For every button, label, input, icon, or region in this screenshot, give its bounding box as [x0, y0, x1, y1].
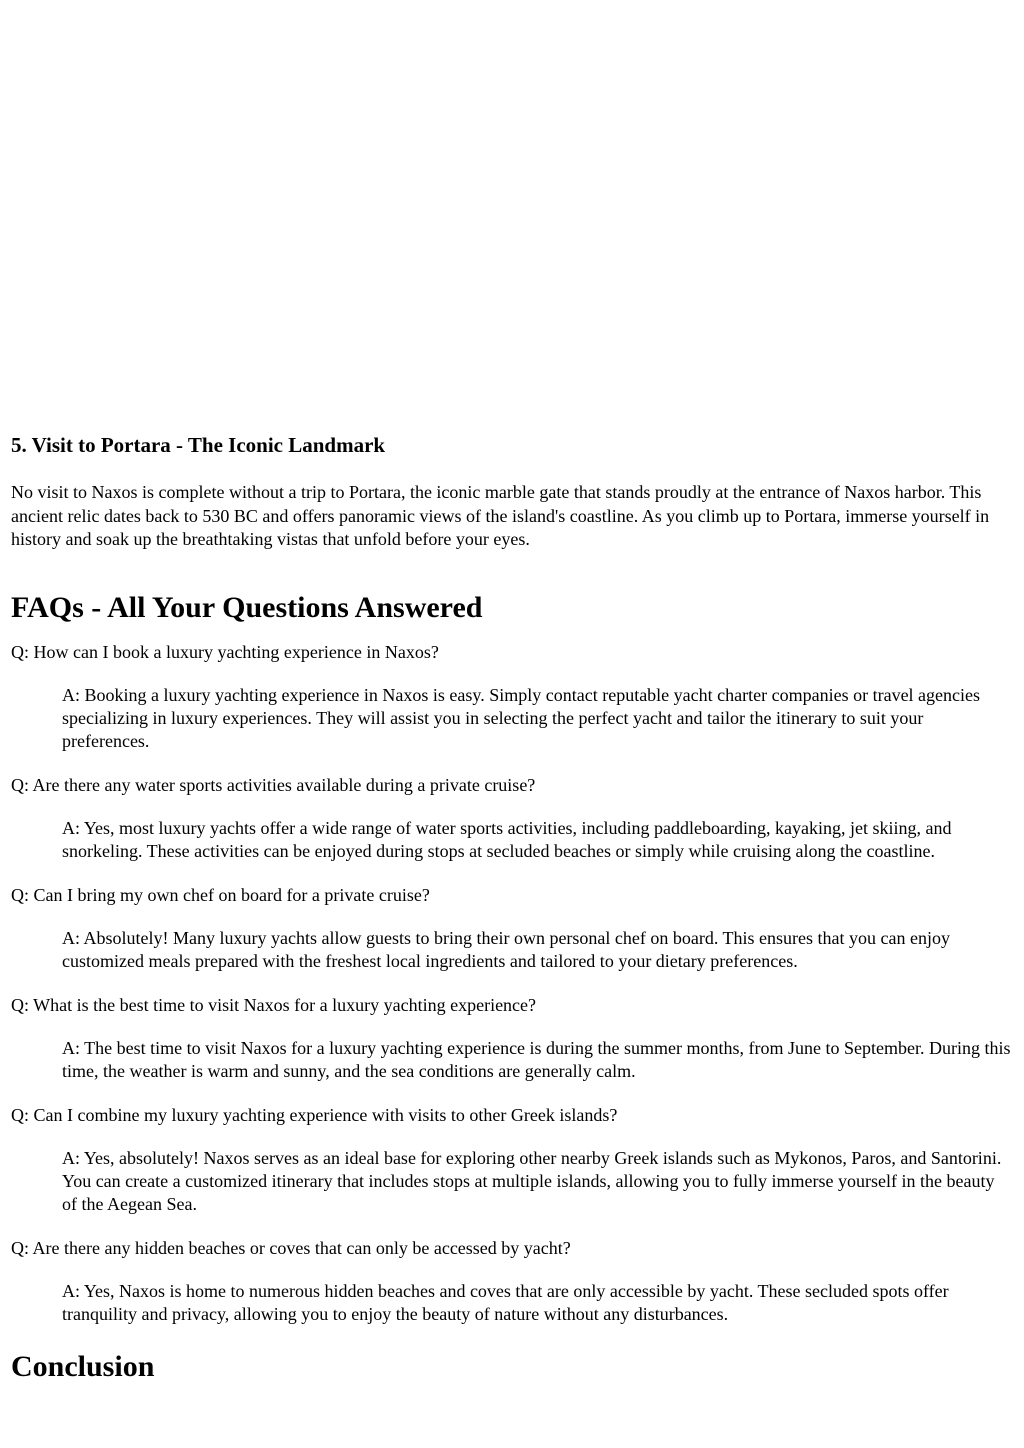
faq-question: Q: Can I combine my luxury yachting experience with visits to other Greek islands? — [11, 1104, 618, 1125]
faq-question: Q: How can I book a luxury yachting experience in Naxos? — [11, 641, 439, 662]
faqs-heading: FAQs - All Your Questions Answered — [11, 590, 483, 624]
faq-item — [11, 774, 1011, 863]
faq-question: Q: Are there any water sports activities available during a private cruise? — [11, 774, 536, 795]
faq-item — [11, 1104, 1011, 1216]
faq-answer: A: Booking a luxury yachting experience in Naxos is easy. Simply contact reputable yacht charter companies or travel agencies specializing in luxury experiences. They will assist you in selecting the perfect yacht and tailor the itinerary to suit your preferences. — [62, 684, 981, 751]
faq-answer: A: Absolutely! Many luxury yachts allow guests to bring their own personal chef on board. This ensures that you can enjoy customized meals prepared with the freshest local ingredients and tailored to your dietary preferences. — [62, 927, 950, 971]
conclusion-heading: Conclusion — [11, 1349, 155, 1383]
section-paragraph-portara: No visit to Naxos is complete without a trip to Portara, the iconic marble gate that stands proudly at the entrance of Naxos harbor. This ancient relic dates back to 530 BC and offers panoramic views of the island's coastline. As you climb up to Portara, immerse yourself in history and soak up the breathtaking vistas that unfold before your eyes. — [11, 482, 990, 549]
faq-question: Q: Can I bring my own chef on board for a private cruise? — [11, 884, 430, 905]
faq-answer: A: The best time to visit Naxos for a luxury yachting experience is during the summer months, from June to September. During this time, the weather is warm and sunny, and the sea conditions are generally calm. — [62, 1037, 1011, 1081]
faq-item — [11, 884, 1011, 973]
faq-item — [11, 1237, 1011, 1326]
section-heading-portara: 5. Visit to Portara - The Iconic Landmark — [11, 433, 386, 457]
faq-question: Q: What is the best time to visit Naxos for a luxury yachting experience? — [11, 994, 537, 1015]
faq-item — [11, 641, 1011, 753]
blank-image-area — [0, 0, 1024, 420]
faq-item — [11, 994, 1011, 1083]
faq-answer: A: Yes, most luxury yachts offer a wide range of water sports activities, including paddleboarding, kayaking, jet skiing, and snorkeling. These activities can be enjoyed during stops at secluded beaches or simply while cruising along the coastline. — [62, 817, 952, 861]
faq-answer: A: Yes, absolutely! Naxos serves as an ideal base for exploring other nearby Greek islands such as Mykonos, Paros, and Santorini. You can create a customized itinerary that includes stops at multiple islands, allowing you to fully immerse yourself in the beauty of the Aegean Sea. — [62, 1147, 1002, 1214]
article-content — [11, 430, 1011, 1387]
faq-question: Q: Are there any hidden beaches or coves that can only be accessed by yacht? — [11, 1237, 571, 1258]
faq-list — [11, 641, 1011, 1326]
faq-answer: A: Yes, Naxos is home to numerous hidden beaches and coves that are only accessible by yacht. These secluded spots offer tranquility and privacy, allowing you to enjoy the beauty of nature without any disturbances. — [62, 1280, 949, 1324]
